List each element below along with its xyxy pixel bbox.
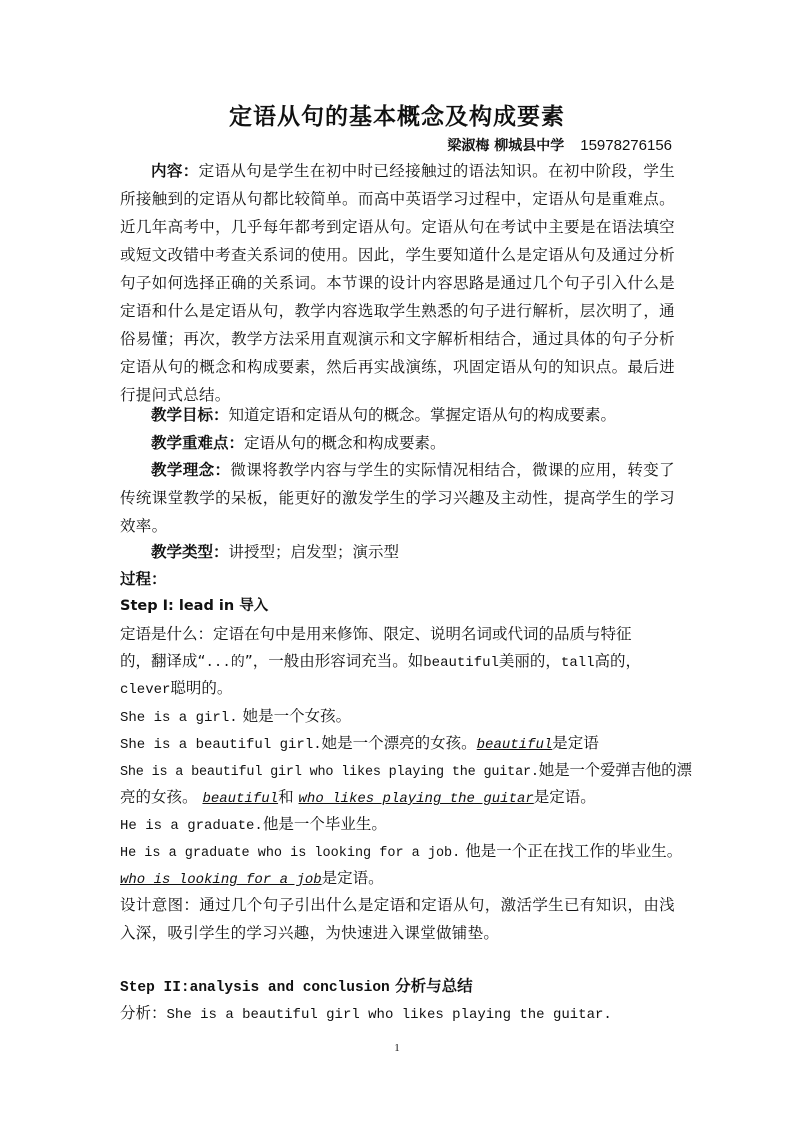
key-text: 定语从句的概念和构成要素。 (244, 434, 446, 452)
step2-title-cn: 分析与总结 (395, 977, 473, 995)
analysis-sentence: She is a beautiful girl who likes playing the guitar. (166, 1007, 612, 1023)
goal-line (151, 401, 616, 429)
example-1-en: She is a girl. (120, 710, 238, 726)
example-4-cn: 他是一个毕业生。 (262, 815, 387, 833)
example-4 (120, 810, 387, 840)
def-example-tall: tall (560, 655, 595, 671)
def-text-clever-cn: 聪明的。 (170, 679, 233, 697)
goal-text: 知道定语和定语从句的概念。掌握定语从句的构成要素。 (228, 406, 617, 424)
content-text: 定语从句是学生在初中时已经接触过的语法知识。在初中阶段，学生所接触到的定语从句都比较简单。而高中英语学习过程中，定语从句是重难点。近几年高考中，几乎每年都考到定语从句。定语从句在考试中主要是在语法填空或短文改错中考查关系词的使用。因此，学生要知道什么是定语从句及通过分析句子如何选择正确的关系词。本节课的设计内容思路是通过几个句子引入什么是定语和什么是定语从句，教学内容选取学生熟悉的句子进行解析，层次明了，通俗易懂；再次，教学方法采用直观演示和文字解析相结合，通过具体的句子分析定语从句的概念和构成要素，然后再实战演练，巩固定语从句的知识点。最后进行提问式总结。 (120, 162, 675, 404)
example-3b-tail: 是定语。 (533, 788, 596, 806)
example-2-en: She is a beautiful girl. (120, 737, 322, 753)
type-text: 讲授型；启发型；演示型 (228, 543, 400, 561)
def-text-b: ...的 (205, 655, 245, 671)
example-2-cn: 她是一个漂亮的女孩。 (321, 734, 477, 752)
example-5-cn: 他是一个正在找工作的毕业生。 (465, 842, 683, 860)
step2-title-en: Step II:analysis and conclusion (120, 980, 390, 996)
definition-line-1: 定语是什么：定语在句中是用来修饰、限定、说明名词或代词的品质与特征 (120, 625, 632, 643)
step1-title: Step I: lead in 导入 (120, 598, 269, 614)
analysis-label: 分析： (120, 1004, 167, 1022)
content-paragraph (120, 157, 675, 409)
goal-label: 教学目标： (151, 406, 229, 424)
definition-line-2 (120, 647, 641, 677)
idea-text: 微课将教学内容与学生的实际情况相结合，微课的应用，转变了传统课堂教学的呆板，能更好的激发学生的学习兴趣及主动性，提高学生的学习效率。 (120, 461, 675, 535)
type-label: 教学类型： (151, 543, 229, 561)
step2-title (120, 972, 473, 1002)
example-5-continued (120, 864, 384, 894)
design-intent: 设计意图：通过几个句子引出什么是定语和定语从句，激活学生已有知识，由浅入深，吸引学生的学习兴趣，为快速进入课堂做铺垫。 (120, 896, 675, 942)
example-3-continued (120, 783, 596, 813)
idea-paragraph (120, 456, 675, 540)
example-5b-tail: 是定语。 (321, 869, 384, 887)
def-example-beautiful: beautiful (423, 655, 499, 671)
author-line (447, 135, 672, 155)
def-text-e: 美丽的， (498, 652, 561, 670)
idea-label: 教学理念： (151, 461, 231, 479)
analysis-line (120, 999, 612, 1029)
page-title: 定语从句的基本概念及构成要素 (229, 104, 565, 130)
content-label: 内容： (151, 162, 199, 180)
key-label: 教学重难点： (151, 434, 245, 452)
example-5b-underlined: who is looking for a job (120, 872, 322, 888)
example-3b-cn: 亮的女孩。 (120, 788, 198, 806)
page-number: 1 (394, 1042, 400, 1054)
def-text-c: ”，一般由形容词充当。如 (244, 652, 424, 670)
example-3-cn: 她是一个爱弹吉他的漂 (538, 761, 692, 779)
example-3b-underlined-2: who likes playing the guitar (298, 791, 534, 807)
example-3-en: She is a beautiful girl who likes playing the guitar. (120, 765, 539, 780)
example-3b-and: 和 (278, 788, 294, 806)
example-3b-underlined-1: beautiful (202, 791, 279, 807)
example-1-cn: 她是一个女孩。 (242, 707, 352, 725)
def-text-a: 的，翻译成“ (120, 652, 206, 670)
example-2-tail: 是定语 (552, 734, 599, 752)
author-name: 梁淑梅 柳城县中学 (447, 138, 565, 154)
example-1 (120, 702, 351, 732)
author-phone: 15978276156 (580, 137, 672, 154)
example-4-en: He is a graduate. (120, 818, 263, 834)
example-2 (120, 729, 599, 759)
example-5-en: He is a graduate who is looking for a job. (120, 846, 461, 861)
key-line (151, 429, 446, 457)
def-example-clever: clever (120, 682, 171, 698)
definition-line-3 (120, 674, 232, 704)
process-label: 过程： (120, 570, 167, 588)
example-2-underlined: beautiful (476, 737, 553, 753)
def-text-g: 高的， (594, 652, 642, 670)
type-line (151, 538, 399, 566)
